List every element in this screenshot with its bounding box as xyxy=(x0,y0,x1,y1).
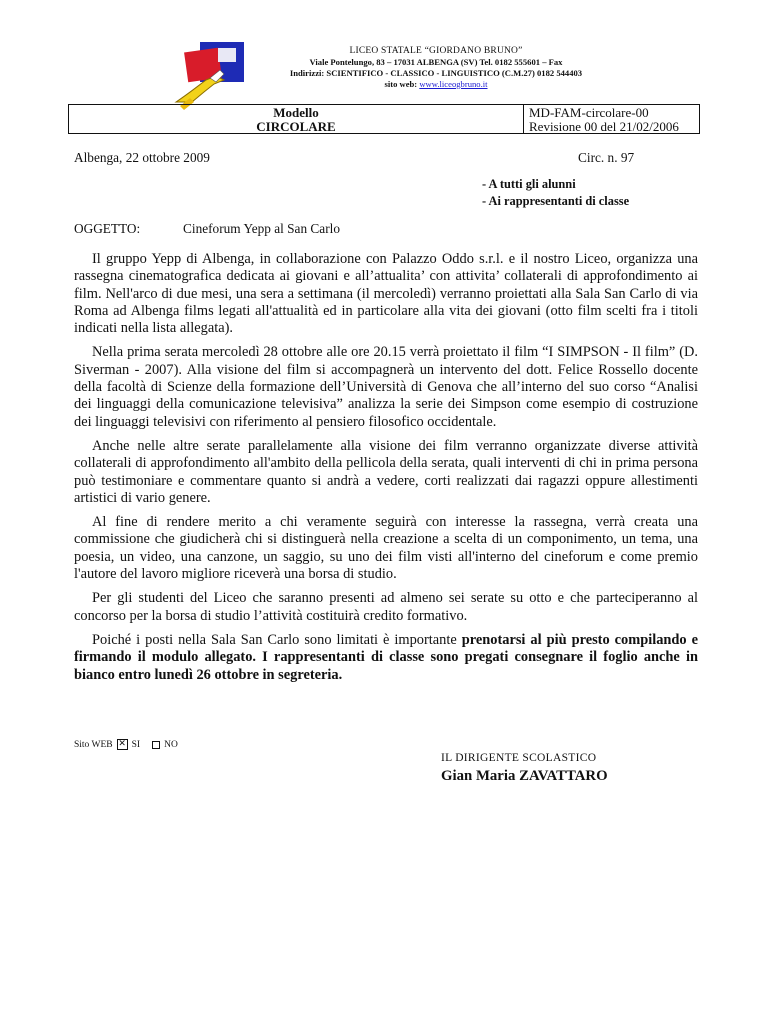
school-courses: Indirizzi: SCIENTIFICO - CLASSICO - LINGUISTICO (C.M.27) 0182 544403 xyxy=(289,68,583,78)
model-title: Modello xyxy=(273,105,319,120)
website-link[interactable]: www.liceogbruno.it xyxy=(419,79,488,89)
model-subtitle: CIRCOLARE xyxy=(256,119,336,134)
final-paragraph-bold: prenotarsi al più presto compilando e firmando il modulo allegato. I rappresentanti di classe sono pregati consegnare il foglio anche in bianco entro lunedì 26 ottobre in segreteria. xyxy=(74,631,698,683)
paragraph: Al fine di rendere merito a chi veramente seguirà con interesse la rassegna, verrà creata una commissione che giudicherà chi si distinguerà nella creazione a scelta di un componimento, un tema, una poesia, un video, una canzone, un saggio, su uno dei film visti all'interno del cineforum e come premio l'autore del lavoro migliore riceverà una borsa di studio. xyxy=(74,514,698,583)
sito-web-row xyxy=(74,739,178,750)
letter-body xyxy=(74,251,698,684)
paragraph: Per gli studenti del Liceo che saranno presenti ad almeno sei serate su otto e che parteciperanno al concorso per la borsa di studio l’attività costituirà credito formativo. xyxy=(74,590,698,624)
subject-label: OGGETTO: xyxy=(74,221,141,236)
signature-name: Gian Maria ZAVATTARO xyxy=(441,768,608,784)
school-website xyxy=(230,79,642,90)
signature-title: IL DIRIGENTE SCOLASTICO xyxy=(441,752,597,764)
sito-web-no-label: NO xyxy=(164,739,178,750)
subject-text: Cineforum Yepp al San Carlo xyxy=(183,221,340,236)
school-header xyxy=(230,46,642,90)
model-code: MD-FAM-circolare-00 xyxy=(529,105,649,120)
sito-web-yes-label: SI xyxy=(131,739,141,750)
signature-block xyxy=(441,752,608,785)
model-code-cell xyxy=(524,105,699,133)
final-paragraph xyxy=(74,632,698,684)
recipient-item: - Ai rappresentanti di classe xyxy=(482,194,630,208)
model-revision: Revisione 00 del 21/02/2006 xyxy=(529,119,679,134)
model-title-cell xyxy=(69,105,524,133)
model-box xyxy=(68,104,700,134)
paragraph: Anche nelle altre serate parallelamente alla visione dei film verranno organizzate diverse attività collaterali di approfondimento all'ambito della pellicola della serata, quali interventi di chi in prima persona può testimoniare e commentare quanto si andrà a vedere, corti realizzati dai ragazzi oppure allestimenti artistici di vario genere. xyxy=(74,437,698,506)
sito-web-yes-checkbox[interactable]: ✕ xyxy=(118,739,126,749)
recipient-item: - A tutti gli alunni xyxy=(482,177,576,191)
recipients xyxy=(482,176,629,210)
circular-number: Circ. n. 97 xyxy=(578,150,635,165)
final-paragraph-text: Poiché i posti nella Sala San Carlo sono limitati è importante xyxy=(92,631,462,648)
sito-web-label: Sito WEB xyxy=(74,739,113,750)
paragraph: Nella prima serata mercoledì 28 ottobre alle ore 20.15 verrà proiettato il film “I SIMPSON - Il film” (D. Siverman - 2007). Alla visione del film si accompagnerà un intervento del dott. Felice Rossello docente della facoltà di Scienze della formazione dell’Università di Genova che all’interno del suo corso “Analisi dei linguaggi della comunicazione televisiva” analizza la serie dei Simpson come esempio di costruzione dei linguaggi televisivi con riferimento al pensiero filosofico occidentale. xyxy=(74,344,698,430)
place-date: Albenga, 22 ottobre 2009 xyxy=(74,150,210,165)
sito-web-no-checkbox[interactable] xyxy=(152,741,160,749)
school-address: Viale Pontelungo, 83 – 17031 ALBENGA (SV) Tel. 0182 555601 – Fax xyxy=(309,57,563,67)
website-label: sito web: xyxy=(384,79,420,89)
paragraph: Il gruppo Yepp di Albenga, in collaborazione con Palazzo Oddo s.r.l. e il nostro Liceo, organizza una rassegna cinematografica dedicata ai giovani e all’attualita’ con attivita’ collaterali di approfondimento ai film. Nell'arco di due mesi, una sera a settimana (il mercoledì) verranno proiettati alla Sala San Carlo di via Roma ad Albenga films legati all'attualità ed in particolare alla vita dei giovani (otto film scelti fra i titoli indicati nella lista allegata). xyxy=(74,251,698,337)
school-name: LICEO STATALE “GIORDANO BRUNO” xyxy=(349,46,523,56)
